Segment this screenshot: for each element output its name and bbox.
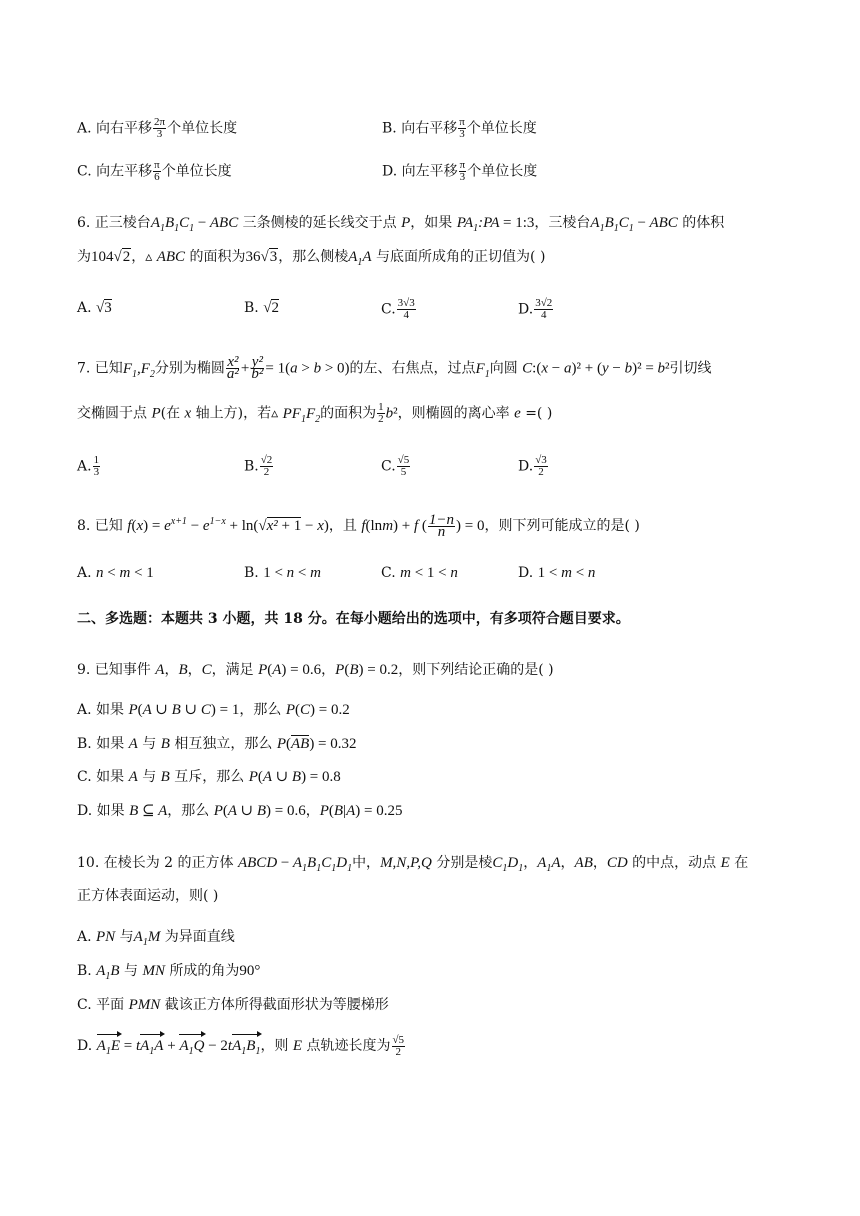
q10-option-c: C. 平面 PMN 截该正方体所得截面形状为等腰梯形 bbox=[77, 997, 389, 1013]
q6-option-c: C. $\frac{3√3}{4}$ bbox=[381, 297, 415, 321]
q5-option-a: A. 向右平移 $\frac{2\pi}{3}$ 个单位长度 bbox=[77, 116, 238, 140]
q10-option-b: B. $A_1B$ 与 MN 所成的角为90° bbox=[77, 963, 261, 982]
q7-option-b: B. $\frac{√2}{2}$ bbox=[244, 454, 273, 478]
q8-option-d: D. 1 < m < n bbox=[518, 565, 596, 581]
q10-stem-line2: 正方体表面运动，则( ) bbox=[77, 888, 219, 904]
q7-option-d: D. $\frac{√3}{2}$ bbox=[518, 454, 547, 478]
q5-option-d: D. 向左平移 $\frac{\pi}{3}$ 个单位长度 bbox=[382, 159, 538, 183]
section-title-multiple-choice: 二、多选题：本题共 3 小题，共 18 分。在每小题给出的选项中，有多项符合题目要求。 bbox=[77, 611, 630, 627]
q6-option-a: A. √3 bbox=[77, 300, 112, 316]
q10-option-a: A. PN 与$A_1M$ 为异面直线 bbox=[77, 929, 235, 948]
q9-option-c: C. 如果 A 与 B 互斥，那么 P(A ∪ B) = 0.8 bbox=[77, 769, 341, 785]
q9-option-b: B. 如果 A 与 B 相互独立，那么 P(AB) = 0.32 bbox=[77, 736, 357, 752]
q7-option-a: A. $\frac{1}{3}$ bbox=[77, 454, 100, 478]
q5-option-b: B. 向右平移 $\frac{\pi}{3}$ 个单位长度 bbox=[382, 116, 537, 140]
q9-stem: 9. 已知事件 A，B，C，满足 P(A) = 0.6，P(B) = 0.2，则下列结论正确的是( ) bbox=[77, 662, 554, 678]
q10-option-d: D. $A_1E = tA_1A + A_1Q - 2tA_1B_1$，则 E 点轨迹长度为 $\frac{√5}{2}$ bbox=[77, 1034, 406, 1062]
q9-option-a: A. 如果 P(A ∪ B ∪ C) = 1，那么 P(C) = 0.2 bbox=[77, 702, 350, 718]
q5-option-c: C. 向左平移 $\frac{\pi}{6}$ 个单位长度 bbox=[77, 159, 232, 183]
q8-option-b: B. 1 < n < m bbox=[244, 565, 321, 581]
q8-stem: 8. 已知 $f(x) = e^{x+1} - e^{1-x} + \ln(√x^2 + 1 - x)$，且 f(lnm) + f ( $\frac{1-n}{n}$ ) = 0，则下列可能成立的是( ) bbox=[77, 511, 640, 540]
q7-stem-line2: 交椭圆于点 P(在 x 轴上方)，若▵ $PF_1F_2$的面积为 $\frac{1}{2}$ b²，则椭圆的离心率 e =( ) bbox=[77, 401, 553, 425]
q8-option-c: C. m < 1 < n bbox=[381, 565, 458, 581]
q6-option-d: D. $\frac{3√2}{4}$ bbox=[518, 297, 553, 321]
q10-stem-line1: 10. 在棱长为 2 的正方体 ABCD − $A_1B_1C_1D_1$中，M,N,P,Q 分别是棱$C_1D_1$，$A_1A$，AB，CD 的中点，动点 E 在 bbox=[77, 855, 749, 874]
q8-option-a: A. n < m < 1 bbox=[77, 565, 154, 581]
q9-option-d: D. 如果 B ⊆ A，那么 P(A ∪ B) = 0.6，P(B|A) = 0.25 bbox=[77, 803, 403, 819]
q6-stem-line2: 为104√2，▵ ABC 的面积为36√3，那么侧棱$A_1A$ 与底面所成角的正切值为( ) bbox=[77, 249, 546, 268]
q6-stem-line1: 6. 正三棱台$A_1B_1C_1$ − ABC 三条侧棱的延长线交于点 P，如果 $PA_1:PA$ = 1:3，三棱台$A_1B_1C_1$ − ABC 的体积 bbox=[77, 215, 725, 234]
q6-option-b: B. √2 bbox=[244, 300, 279, 316]
q7-option-c: C. $\frac{√5}{5}$ bbox=[381, 454, 410, 478]
q7-stem-line1: 7. 已知$F_1,F_2$分别为椭圆 $\frac{\text{x²}}{\text{a²}}$ + $\frac{\text{y²}}{\text{b²}}$ = 1(a > b > 0)的左、右焦点，过点$F_1$向圆 C:(x − a)² + (y − b)² = b²引切线 bbox=[77, 354, 712, 382]
